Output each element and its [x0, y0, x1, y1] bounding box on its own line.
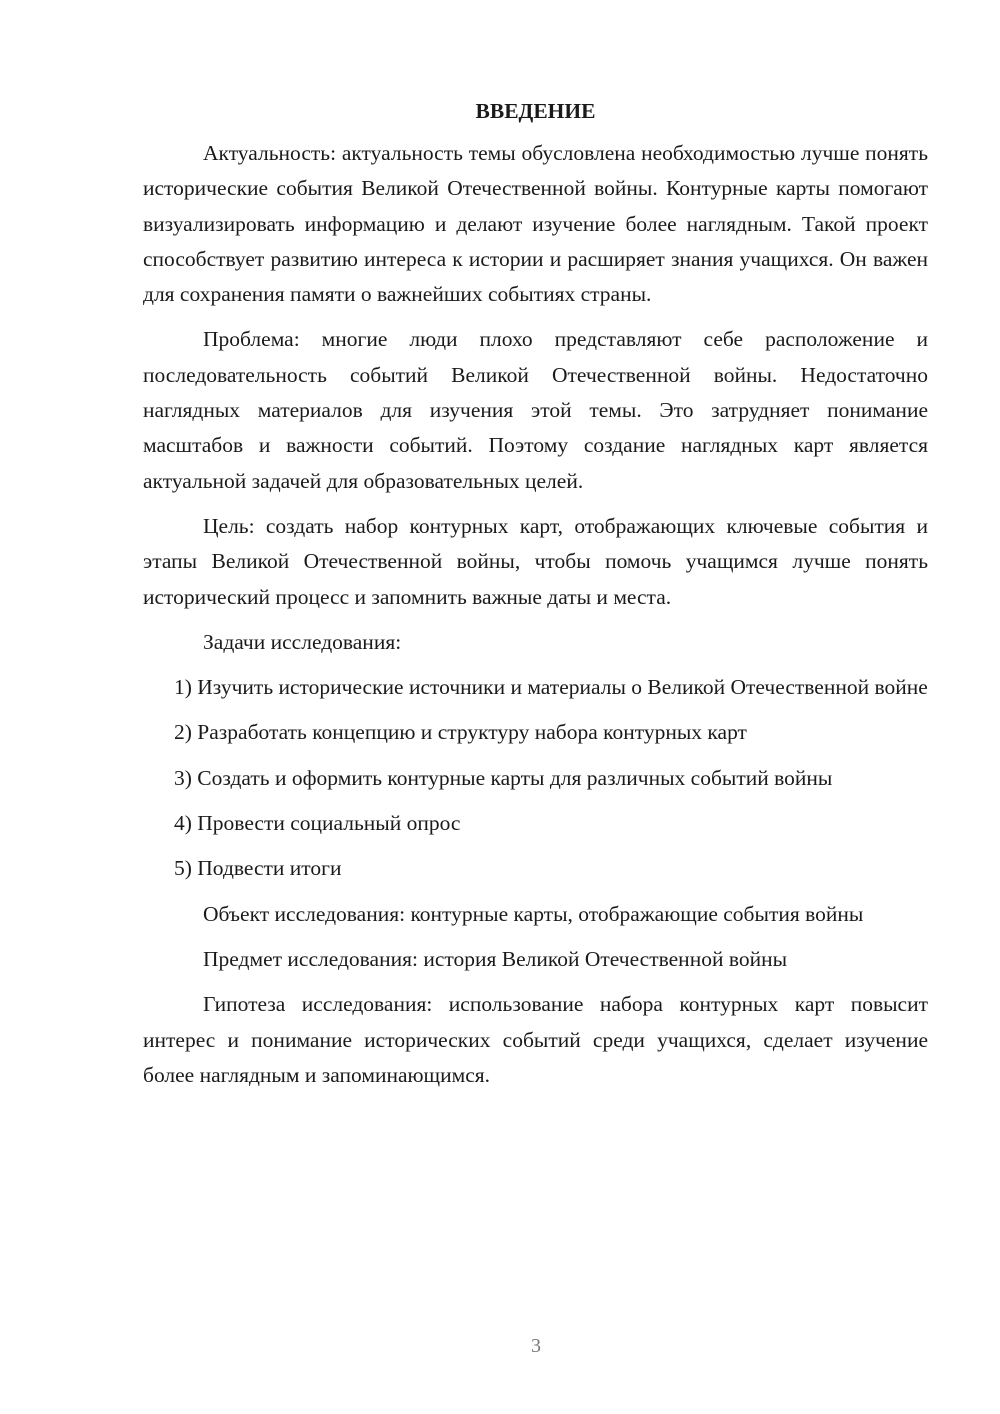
page-number: 3	[531, 1335, 541, 1357]
document-body	[143, 96, 928, 1103]
relevance-paragraph: Актуальность: актуальность темы обусловлена необходимостью лучше понять исторические события Великой Отечественной войны. Контурные карты помогают визуализировать информацию и делают изучение более наглядным. Такой проект способствует развитию интереса к истории и расширяет знания учащихся. Он важен для сохранения памяти о важнейших событиях страны.	[143, 141, 928, 307]
subject-paragraph: Предмет исследования: история Великой Отечественной войны	[203, 946, 788, 971]
task-item: 5) Подвести итоги	[174, 856, 342, 881]
task-item: 4) Провести социальный опрос	[174, 811, 461, 836]
object-paragraph: Объект исследования: контурные карты, отображающие события войны	[203, 901, 864, 926]
task-item: 1) Изучить исторические источники и материалы о Великой Отечественной войне	[174, 675, 928, 700]
goal-paragraph: Цель: создать набор контурных карт, отображающих ключевые события и этапы Великой Отечественной войны, чтобы помочь учащимся лучше понять исторический процесс и запомнить важные даты и места.	[143, 513, 928, 609]
task-item: 2) Разработать концепцию и структуру набора контурных карт	[174, 720, 747, 745]
tasks-heading: Задачи исследования:	[203, 629, 402, 654]
problem-paragraph: Проблема: многие люди плохо представляют себе расположение и последовательность событий Великой Отечественной войны. Недостаточно наглядных материалов для изучения этой темы. Это затрудняет понимание масштабов и важности событий. Поэтому создание наглядных карт является актуальной задачей для образовательных целей.	[143, 327, 928, 493]
hypothesis-paragraph: Гипотеза исследования: использование набора контурных карт повысит интерес и понимание исторических событий среди учащихся, сделает изучение более наглядным и запоминающимся.	[143, 992, 928, 1087]
section-title: ВВЕДЕНИЕ	[475, 99, 596, 123]
task-item: 3) Создать и оформить контурные карты для различных событий войны	[174, 765, 833, 790]
